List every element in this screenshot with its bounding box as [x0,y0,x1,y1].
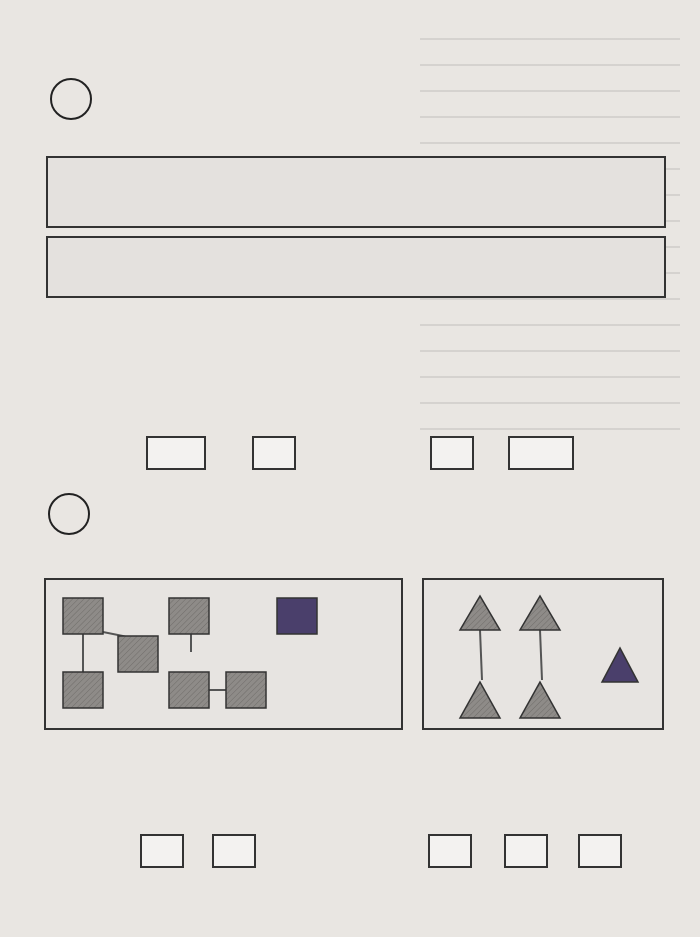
expr1-result-box[interactable] [430,436,474,470]
square [63,598,103,634]
square [169,672,209,708]
bottom-strip [46,236,666,298]
expr2-left-box[interactable] [140,834,184,868]
bottom-circles [48,238,664,296]
expr2-minuend-box[interactable] [504,834,548,868]
triangles-frame [422,578,664,730]
squares-drawing [46,580,401,728]
expr1-minuend-box[interactable] [508,436,574,470]
top-circles [48,158,664,226]
square [63,672,103,708]
square [118,636,158,672]
triangle [520,682,560,718]
triangle [460,682,500,718]
expr2-result-box[interactable] [428,834,472,868]
squares-frame [44,578,403,730]
expr2-right-box[interactable] [212,834,256,868]
triangle-coloured [602,648,638,682]
triangles-drawing [424,580,662,728]
expr1-left-box[interactable] [146,436,206,470]
top-strip [46,156,666,228]
task-number-2 [48,493,90,535]
expr1-right-box[interactable] [252,436,296,470]
triangle [460,596,500,630]
square-coloured [277,598,317,634]
square [169,598,209,634]
task-number-1 [50,78,92,120]
square [226,672,266,708]
triangle [520,596,560,630]
expr2-subtrahend-box[interactable] [578,834,622,868]
